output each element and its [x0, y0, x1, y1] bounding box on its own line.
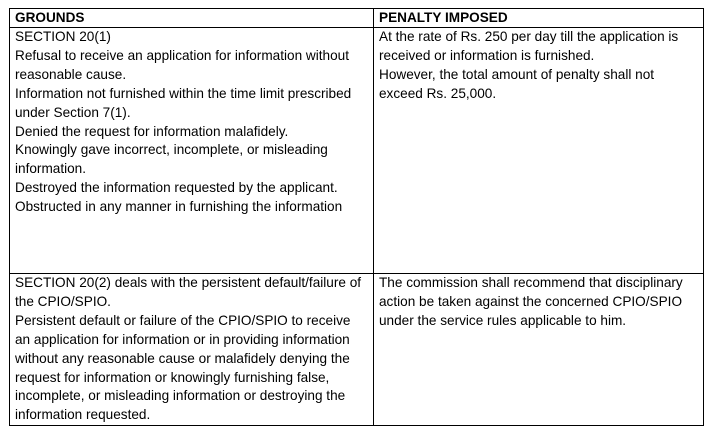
header-grounds: GROUNDS — [10, 9, 374, 28]
grounds-line: SECTION 20(2) deals with the persistent default/failure of the CPIO/SPIO. — [15, 275, 362, 309]
table-header-row — [10, 9, 704, 28]
grounds-line: Denied the request for information malafidely. — [15, 123, 289, 139]
grounds-line: SECTION 20(1) — [15, 29, 111, 44]
penalty-line: At the rate of Rs. 250 per day till the application is received or information is furnished. — [379, 29, 679, 63]
grounds-line: Refusal to receive an application for information without reasonable cause. — [15, 47, 349, 82]
penalty-line: However, the total amount of penalty shall not exceed Rs. 25,000. — [379, 66, 655, 101]
grounds-line: Destroyed the information requested by the applicant. — [15, 180, 338, 196]
table-row — [10, 28, 704, 274]
penalty-cell — [374, 28, 704, 274]
grounds-line: Persistent default or failure of the CPIO/SPIO to receive an application for information or in providing information without any reasonable cause or malafidely denying the request for information or knowingly furnishing false, incomplete, or misleading information or destroying the information requested. — [15, 312, 351, 423]
penalty-table — [9, 8, 704, 426]
header-penalty-imposed: PENALTY IMPOSED — [374, 9, 704, 28]
grounds-cell — [10, 274, 374, 426]
grounds-line: Knowingly gave incorrect, incomplete, or misleading information. — [15, 142, 328, 177]
grounds-line: Information not furnished within the time limit prescribed under Section 7(1). — [15, 85, 352, 120]
table-row — [10, 274, 704, 426]
grounds-line: Obstructed in any manner in furnishing the information — [15, 199, 343, 215]
grounds-cell — [10, 28, 374, 274]
penalty-cell — [374, 274, 704, 426]
penalty-line: The commission shall recommend that disciplinary action be taken against the concerned CPIO/SPIO under the service rules applicable to him. — [379, 275, 683, 328]
